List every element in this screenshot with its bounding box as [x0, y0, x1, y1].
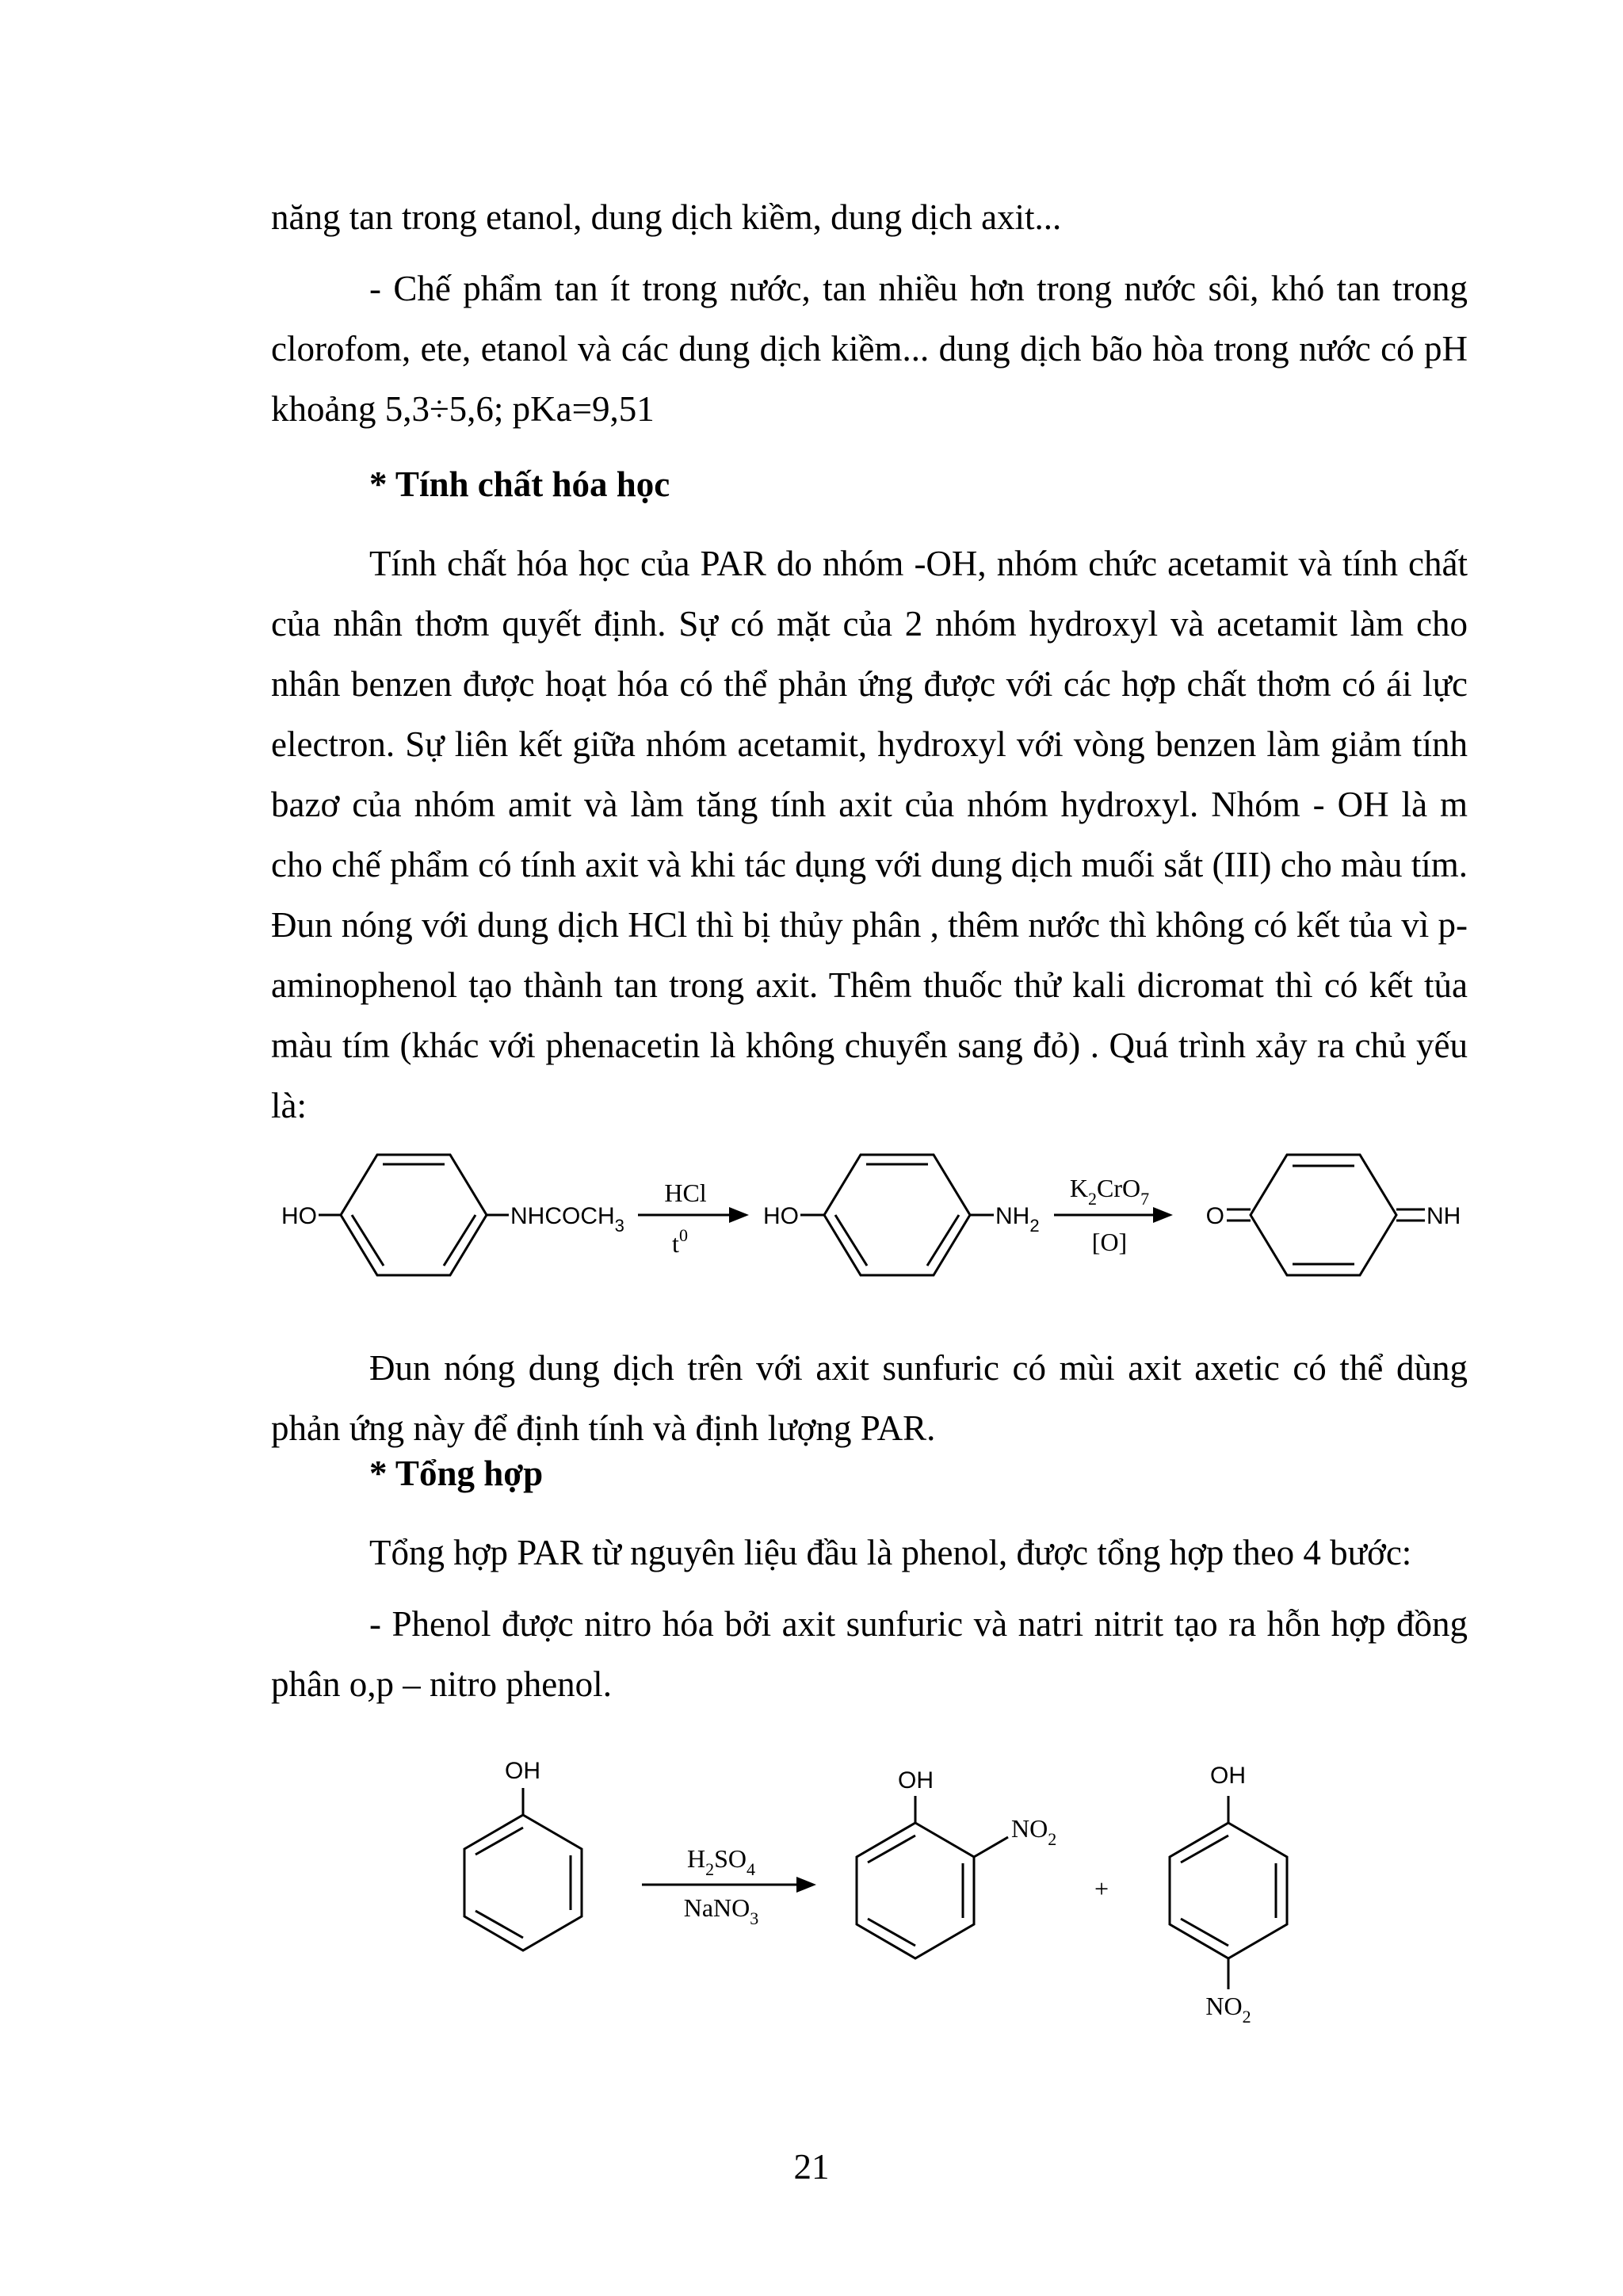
paragraph-solubility-continued: năng tan trong etanol, dung dịch kiềm, dung dịch axit...	[271, 197, 1062, 237]
label-nhcoch3: $NHCOCH_3$	[510, 1203, 624, 1236]
page-number: 21	[793, 2147, 830, 2187]
reagent-heat: $t^0$	[672, 1225, 688, 1258]
label-nh2: $NH_2$	[995, 1203, 1040, 1236]
paragraph-chemical-properties: Tính chất hóa học của PAR do nhóm -OH, nhóm chức acetamit và tính chất của nhân thơm quyết định. Sự có mặt của 2 nhóm hydroxyl và acetamit làm cho nhân benzen được hoạt hóa có thể phản ứng được với các hợp chất thơm có ái lực electron. Sự liên kết giữa nhóm acetamit, hydroxyl với vòng benzen làm giảm tính bazơ của nhóm amit và làm tăng tính axit của nhóm hydroxyl. Nhóm - OH là m cho chế phẩm có tính axit và khi tác dụng với dung dịch muối sắt (III) cho màu tím. Đun nóng với dung dịch HCl thì bị thủy phân , thêm nước thì không có kết tủa vì p-aminophenol tạo thành tan trong axit. Thêm thuốc thử kali dicromat thì có kết tủa màu tím (khác với phenacetin là không chuyển sang đỏ) . Quá trình xảy ra chủ yếu là:	[271, 544, 1468, 1125]
label-oh-ortho: OH	[898, 1767, 934, 1794]
paragraph-nitration: - Phenol được nitro hóa bởi axit sunfuric và natri nitrit tạo ra hỗn hợp đồng phân o,p – nitro phenol.	[271, 1604, 1468, 1704]
label-oh-para: OH	[1210, 1763, 1246, 1789]
reagent-oxidation: [O]	[1091, 1228, 1128, 1256]
label-no2-para: $NO_2$	[1205, 1992, 1251, 2027]
arrow-head-3	[796, 1877, 816, 1893]
paragraph-sulfuric-acid: Đun nóng dung dịch trên với axit sunfuric có mùi axit axetic có thể dùng phản ứng này để định tính và định lượng PAR.	[271, 1348, 1468, 1448]
reagent-hcl: HCl	[664, 1179, 707, 1207]
reagent-k2cr2o7: $K_2CrO_7$	[1069, 1174, 1150, 1209]
label-ho-left: HO	[281, 1203, 317, 1229]
reagent-nano3: NaNO$_3$	[683, 1893, 759, 1928]
ortho-nitrophenol-ring	[857, 1796, 1008, 1958]
paragraph-solubility: - Chế phẩm tan ít trong nước, tan nhiều hơn trong nước sôi, khó tan trong clorofom, ete, etanol và các dung dịch kiềm... dung dịch bão hòa trong nước có pH khoảng 5,3÷5,6; pKa=9,51	[271, 269, 1468, 429]
heading-synthesis: * Tổng hợp	[369, 1454, 544, 1493]
plus-sign: +	[1094, 1874, 1109, 1903]
heading-chemical-properties: * Tính chất hóa học	[369, 464, 670, 504]
phenol-ring	[464, 1788, 582, 1950]
label-no2-ortho: $NO_2$	[1011, 1814, 1057, 1849]
label-nh-right: NH	[1426, 1203, 1461, 1229]
reagent-h2so4: $H_2SO_4$	[686, 1844, 756, 1879]
paragraph-synthesis-intro: Tổng hợp PAR từ nguyên liệu đầu là phenol, được tổng hợp theo 4 bước:	[369, 1533, 1412, 1572]
label-o-right: O	[1205, 1203, 1224, 1229]
label-ho-mid: HO	[763, 1203, 799, 1229]
label-oh-phenol: OH	[505, 1758, 540, 1784]
para-nitrophenol-ring	[1170, 1796, 1287, 1989]
